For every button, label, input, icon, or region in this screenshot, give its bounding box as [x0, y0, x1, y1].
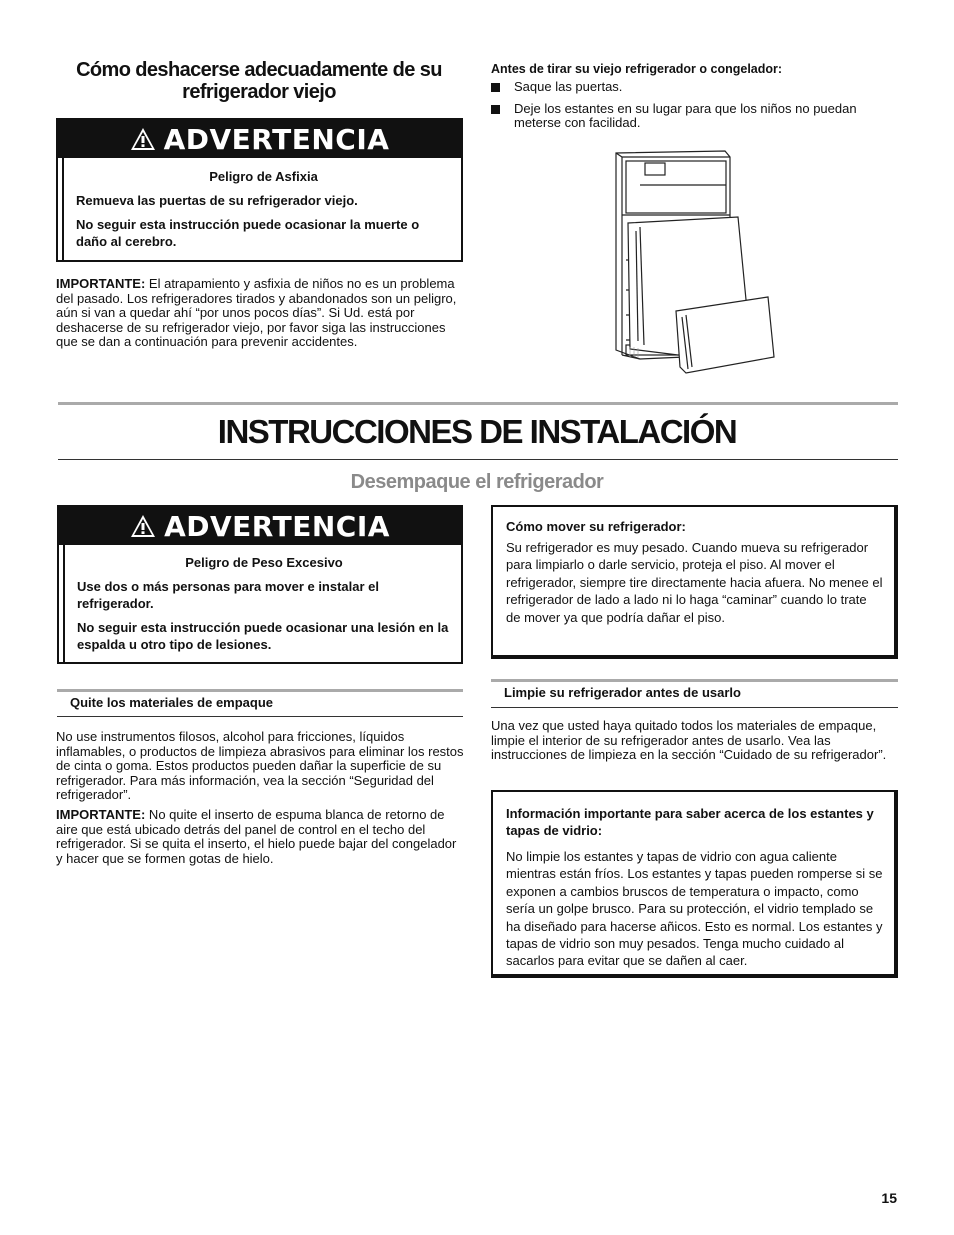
warning-triangle-icon [130, 127, 156, 151]
cleaning-heading: Limpie su refrigerador antes de usarlo [491, 679, 898, 702]
glass-info-title: Información importante para saber acerca de los estantes y tapas de vidrio: [506, 806, 874, 838]
unpack-subtitle: Desempaque el refrigerador [350, 471, 604, 493]
warning-triangle-icon [130, 514, 156, 538]
warning-header [59, 507, 461, 545]
warning-consequence: No seguir esta instrucción puede ocasionar la muerte o daño al cerebro. [76, 217, 420, 249]
warning-header [58, 120, 461, 158]
heading-rule [57, 689, 463, 692]
moving-info-text: Su refrigerador es muy pesado. Cuando mueva su refrigerador para limpiarlo o darle servicio, proteja el piso. Al mover el refrigerador, siempre tire directamente hacia afuera. No menee el refrigerador de lado a lado ni lo haga “caminar” cuando lo trate de mover ya que podría dañar el piso. [506, 540, 883, 625]
bullet-square-icon [491, 105, 500, 114]
disposal-bullet-list [491, 80, 891, 138]
cleaning-paragraph: Una vez que usted haya quitado todos los materiales de empaque, limpie el interior de su refrigerador antes de usarlo. Vea las instrucciones de limpieza en la sección “Cuidado de su refrigerador”. [491, 718, 887, 763]
heading-rule [57, 716, 463, 717]
packing-heading: Quite los materiales de empaque [57, 689, 463, 711]
warning-consequence: No seguir esta instrucción puede ocasionar una lesión en la espalda u otro tipo de lesiones. [77, 620, 449, 652]
weight-warning-box [57, 505, 463, 664]
list-item: Saque las puertas. [491, 80, 891, 95]
heading-rule [491, 707, 898, 708]
before-disposal-title: Antes de tirar su viejo refrigerador o congelador: [491, 62, 783, 76]
warning-hazard: Peligro de Peso Excesivo [185, 555, 343, 570]
packing-paragraph: No use instrumentos filosos, alcohol para fricciones, líquidos inflamables, o productos de limpieza abrasivos para eliminar los restos de cinta o goma. Estos productos pueden dañar la superficie de su refrigerador. Para más información, vea la sección “Seguridad del refrigerador”. [56, 729, 464, 803]
packing-important-paragraph: IMPORTANTE: No quite el inserto de espuma blanca de retorno de aire que está ubicado detrás del panel de control en el techo del refrigerador. Si se quita el inserto, el hielo puede bajar del congelador y hacer que se formen gotas de hielo. [56, 806, 457, 866]
moving-info-box [491, 505, 898, 659]
warning-instruction: Remueva las puertas de su refrigerador viejo. [76, 193, 358, 208]
important-label: IMPORTANTE: [56, 276, 146, 291]
important-paragraph [56, 277, 462, 350]
glass-shelves-info-box [491, 790, 898, 978]
warning-label: ADVERTENCIA [164, 509, 390, 543]
list-item: Deje los estantes en su lugar para que los niños no puedan meterse con facilidad. [491, 102, 891, 131]
glass-info-text: No limpie los estantes y tapas de vidrio con agua caliente mientras están fríos. Los estantes y tapas pueden romperse si se exponen a cambios bruscos de temperatura o impacto, como sería un golpe brusco. Para su protección, el vidrio templado se ha diseñado para hacerse añicos. Esto es normal. Los estantes y tapas de vidrio son muy pesados. Tenga mucho cuidado al sacarlos para evitar que se dañen al caer. [506, 849, 883, 969]
disposal-title: Cómo deshacerse adecuadamente de su refrigerador viejo [76, 59, 442, 103]
section-divider [58, 402, 898, 405]
warning-hazard: Peligro de Asfixia [209, 169, 318, 184]
section-divider [58, 459, 898, 460]
heading-rule [491, 679, 898, 682]
bullet-square-icon [491, 83, 500, 92]
important-label: IMPORTANTE: [56, 806, 146, 822]
warning-label: ADVERTENCIA [163, 122, 390, 156]
page-number: 15 [881, 1190, 897, 1206]
moving-info-title: Cómo mover su refrigerador: [506, 519, 686, 534]
packing-text [56, 730, 464, 871]
fridge-doors-removed-illustration [600, 145, 780, 377]
asphyxia-warning-box [56, 118, 463, 262]
installation-title: INSTRUCCIONES DE INSTALACIÓN [217, 413, 737, 450]
warning-instruction: Use dos o más personas para mover e instalar el refrigerador. [77, 579, 380, 611]
important-text: El atrapamiento y asfixia de niños no es un problema del pasado. Los refrigeradores tirados y abandonados son un peligro, aún si van a quedar ahí “por unos pocos días”. Si Ud. está por deshacerse de su refrigerador viejo, por favor siga las instrucciones que se dan a continuación para prevenir accidentes. [56, 276, 457, 350]
